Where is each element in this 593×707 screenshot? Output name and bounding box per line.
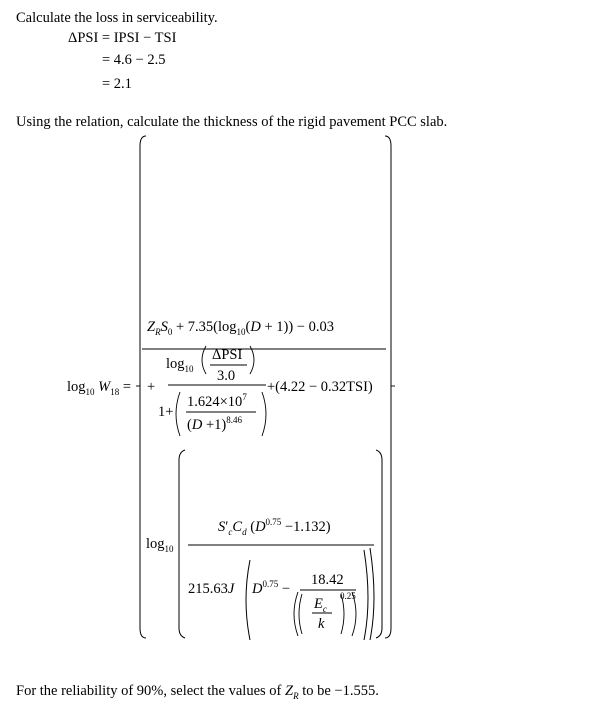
d-plus-one: $(D +1)^{8.46}$ (187, 415, 242, 433)
tsi-term: +(4.22 − 0.32TSI) (267, 379, 373, 395)
outer-right-brace (385, 136, 391, 638)
denominator-215: 215.63J (188, 581, 235, 597)
footer-line: For the reliability of 90%, select the values of $Z_R$ to be −1.555. (16, 683, 379, 701)
d-075: $D^{0.75}$ − (252, 579, 291, 597)
equation-substitution: = 4.6 − 2.5 (102, 52, 166, 68)
outer-left-brace (140, 136, 146, 638)
three-point-zero: 3.0 (217, 368, 236, 384)
one-plus: 1+ (158, 404, 174, 420)
equation-result: = 2.1 (102, 76, 132, 92)
delta-psi: ΔPSI (212, 347, 243, 363)
k-label: k (318, 616, 325, 632)
equation-delta-psi: ΔPSI = IPSI − TSI (68, 30, 177, 46)
value-1624: $1.624\times 10^7$ (187, 392, 247, 410)
numerator-sc-cd: $S'_cC_d$ $(D^{0.75} -1.132)$ (218, 517, 331, 537)
plus-sign: + (147, 379, 156, 395)
ec-label: $E_c$ (314, 596, 327, 614)
log10-lower: $\log_{10}$ (146, 536, 174, 554)
value-1842: 18.42 (311, 572, 344, 588)
instruction-line: Using the relation, calculate the thickness of the rigid pavement PCC slab. (16, 114, 448, 130)
intro-line: Calculate the loss in serviceability. (16, 10, 218, 26)
exp-025: 0.25 (340, 591, 356, 601)
formula-lhs: $\log_{10} W_{18}$ = (67, 379, 132, 397)
log10-label: $\log_{10}$ (166, 356, 194, 374)
formula-term-zr: $Z_RS_0 + 7.35(\log_{10}(D + 1)) - 0.03$ (147, 319, 334, 337)
